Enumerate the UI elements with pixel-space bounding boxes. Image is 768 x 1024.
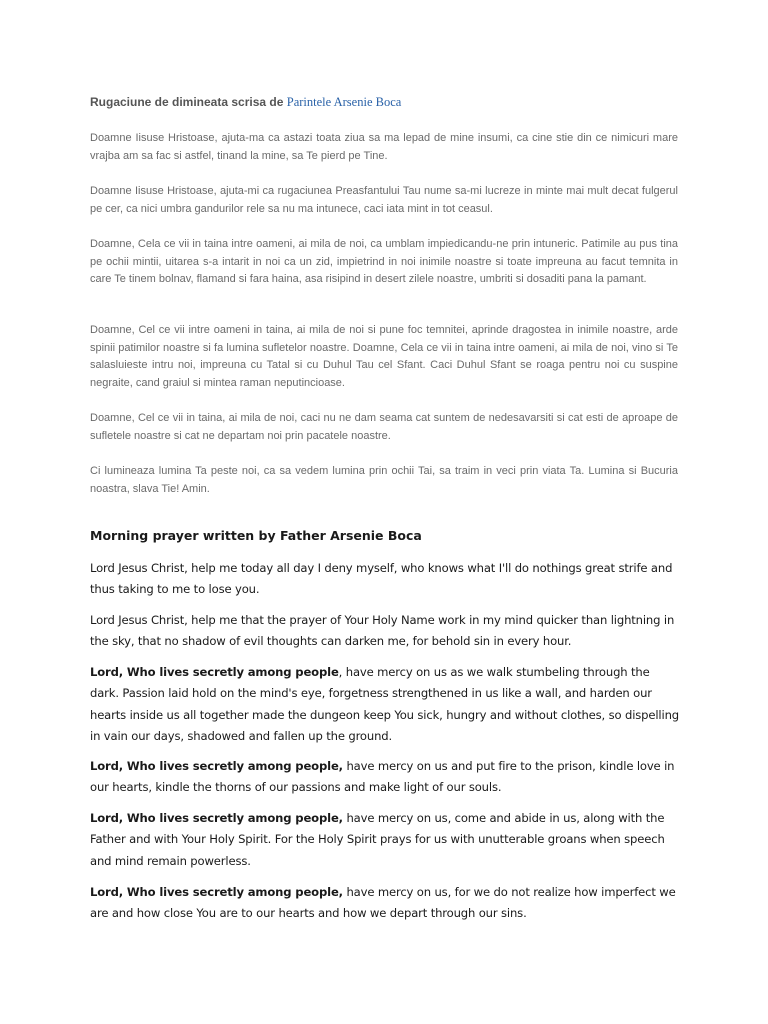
- romanian-paragraph-6: Ci lumineaza lumina Ta peste noi, ca sa vedem lumina prin ochii Tai, sa traim in veci prin viata Ta. Lumina si Bucuria noastra, slava Tie! Amin.: [90, 465, 678, 495]
- english-paragraph-4-text: have mercy on us and put fire to the prison, kindle love in our hearts, kindle the thorns of our passions and make light of our souls.: [90, 759, 675, 795]
- romanian-title-text: Rugaciune de dimineata scrisa de: [90, 95, 284, 109]
- romanian-title: [90, 95, 690, 110]
- english-paragraph-4: [90, 756, 680, 799]
- english-paragraph-3-lead: Lord, Who lives secretly among people: [90, 665, 339, 679]
- english-paragraph-6-text: have mercy on us, for we do not realize how imperfect we are and how close You are to our hearts and how we depart through our sins.: [90, 885, 676, 921]
- english-paragraph-6-lead: Lord, Who lives secretly among people,: [90, 885, 343, 899]
- romanian-paragraph-4: Doamne, Cel ce vii intre oameni in taina, ai mila de noi si pune foc temnitei, aprinde dragostea in inimile noastre, arde spinii patimilor noastre si fa lumina sufletelor noastre. Doamne, Cela ce vii in taina intre oameni, ai mila de noi, vino si Te salasluieste intru noi, impreuna cu Tatal si cu Duhul Tau cel Sfant. Caci Duhul Sfant se roaga pentru noi cu suspine negraite, cand graiul si mintea raman neputincioase.: [90, 324, 678, 389]
- english-paragraph-4-lead: Lord, Who lives secretly among people,: [90, 759, 343, 773]
- romanian-paragraph-5: Doamne, Cel ce vii in taina, ai mila de noi, caci nu ne dam seama cat suntem de nedesavarsiti si cat esti de aproape de sufletele noastre si cat ne departam noi prin pacatele noastre.: [90, 412, 678, 442]
- english-paragraph-2: Lord Jesus Christ, help me that the prayer of Your Holy Name work in my mind quicker than lightning in the sky, that no shadow of evil thoughts can darken me, for behold sin in every hour.: [90, 613, 675, 649]
- english-paragraph-3: [90, 662, 680, 748]
- romanian-paragraph-1: Doamne Iisuse Hristoase, ajuta-ma ca astazi toata ziua sa ma lepad de mine insumi, ca cine stie din ce nimicuri mare vrajba am sa fac si astfel, tinand la mine, sa Te pierd pe Tine.: [90, 132, 678, 162]
- romanian-paragraph-2: Doamne Iisuse Hristoase, ajuta-mi ca rugaciunea Preasfantului Tau nume sa-mi lucreze in minte mai mult decat fulgerul pe cer, ca nici umbra gandurilor rele sa nu ma intunece, caci iata mint in tot ceasul.: [90, 185, 678, 215]
- english-paragraph-1: Lord Jesus Christ, help me today all day I deny myself, who knows what I'll do nothings great strife and thus taking to me to lose you.: [90, 561, 673, 597]
- english-paragraph-6: [90, 882, 680, 925]
- english-title: Morning prayer written by Father Arsenie Boca: [90, 528, 422, 543]
- english-paragraph-5: [90, 808, 680, 872]
- english-paragraph-3-text: , have mercy on us as we walk stumbeling through the dark. Passion laid hold on the mind's eye, forgetness strengthened in us like a wall, and harden our hearts inside us all together made the dungeon keep You sick, hungry and without clothes, so dispelling in vain our days, shadowed and fallen up the ground.: [90, 665, 679, 744]
- english-paragraph-5-text: have mercy on us, come and abide in us, along with the Father and with Your Holy Spirit. For the Holy Spirit prays for us with unutterable groans when speech and mind remain powerless.: [90, 811, 665, 868]
- english-paragraph-5-lead: Lord, Who lives secretly among people,: [90, 811, 343, 825]
- author-name: Parintele Arsenie Boca: [286, 95, 402, 109]
- romanian-paragraph-3: Doamne, Cela ce vii in taina intre oameni, ai mila de noi, ca umblam impiedicandu-ne prin intuneric. Patimile au pus tina pe ochii mintii, uitarea s-a intarit in noi ca un zid, impietrind in noi inimile noastre si toate impreuna au facut temnita in care Te tinem bolnav, flamand si fara haina, asa risipind in desert zilele noastre, umbriti si dosaditi pana la pamant.: [90, 238, 678, 286]
